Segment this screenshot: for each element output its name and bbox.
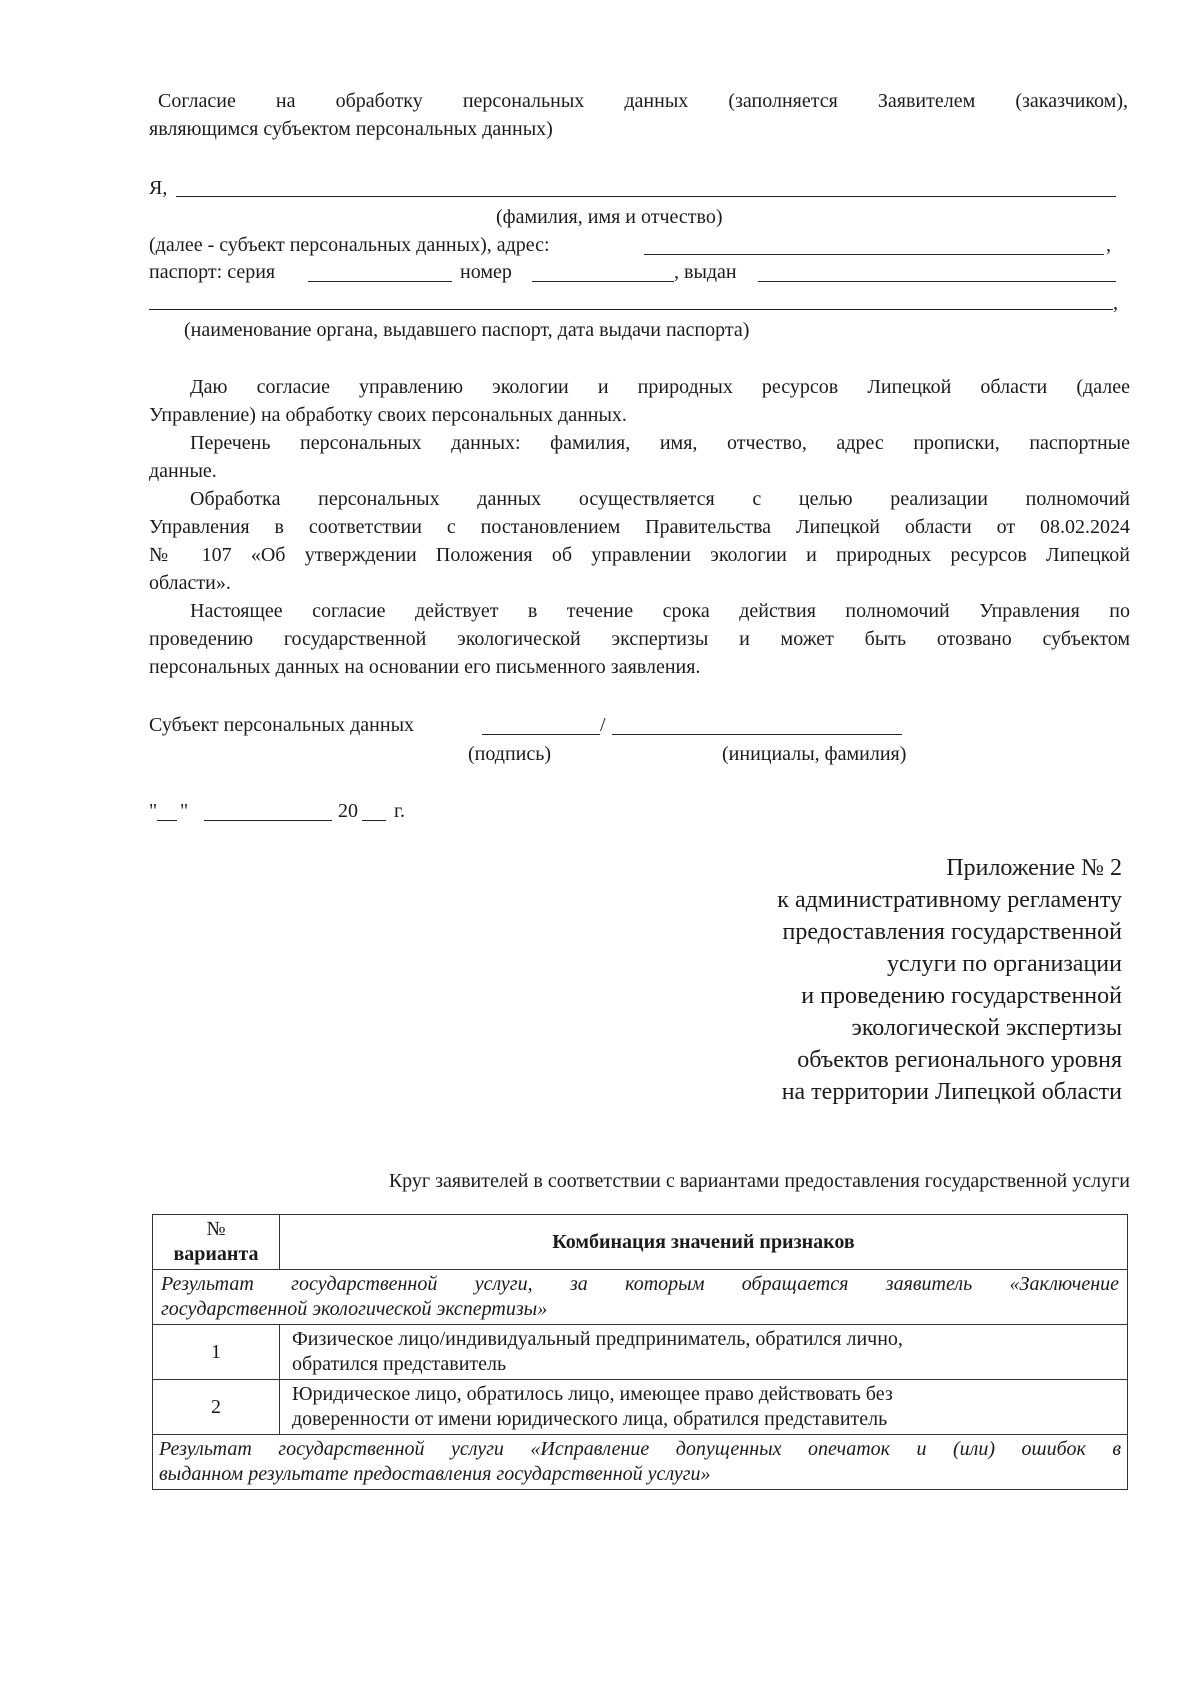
section1-line1: Результат государственной услуги, за которым обращается заявитель «Заключение xyxy=(161,1273,1119,1295)
consent-heading-line2: являющимся субъектом персональных данных) xyxy=(149,118,553,140)
row-text-line1: Физическое лицо/индивидуальный предприниматель, обратился лично, xyxy=(292,1328,903,1350)
table-section-row xyxy=(153,1435,1128,1490)
para3-line2: Управления в соответствии с постановлением Правительства Липецкой области от 08.02.2024 xyxy=(149,516,1130,538)
row-text-line1: Юридическое лицо, обратилось лицо, имеющее право действовать без xyxy=(292,1383,893,1405)
date-quote-open: " xyxy=(149,800,158,822)
para4-line2: проведению государственной экологической экспертизы и может быть отозвано субъектом xyxy=(149,628,1130,650)
appendix-line: на территории Липецкой области xyxy=(781,1079,1122,1105)
appendix-line: Приложение № 2 xyxy=(946,855,1122,881)
passport-issued-label: , выдан xyxy=(674,261,737,283)
table-section-row xyxy=(153,1270,1128,1325)
date-suffix: г. xyxy=(394,800,405,822)
para3-line4: области». xyxy=(149,572,231,594)
table-row xyxy=(153,1325,1128,1380)
section1-cell xyxy=(153,1270,1128,1325)
para3-line3: № 107 «Об утверждении Положения об управлении экологии и природных ресурсов Липецкой xyxy=(149,544,1130,566)
section2-line1: Результат государственной услуги «Исправление допущенных опечаток и (или) ошибок в xyxy=(159,1438,1121,1460)
applicants-table xyxy=(152,1214,1128,1490)
appendix-line: услуги по организации xyxy=(886,951,1122,977)
header-number-line1: № xyxy=(206,1218,226,1240)
initials-caption: (инициалы, фамилия) xyxy=(722,743,907,765)
para2-line2: данные. xyxy=(149,460,217,482)
address-comma: , xyxy=(1106,234,1111,256)
date-day-blank[interactable] xyxy=(157,820,177,821)
issuer-comma: , xyxy=(1113,292,1118,314)
appendix-line: экологической экспертизы xyxy=(851,1015,1122,1041)
passport-issued-blank[interactable] xyxy=(758,281,1116,282)
appendix-line: к административному регламенту xyxy=(777,887,1122,913)
para1-line1: Даю согласие управлению экологии и природных ресурсов Липецкой области (далее xyxy=(190,376,1130,398)
row-number-cell: 2 xyxy=(153,1380,280,1435)
passport-number-label: номер xyxy=(460,261,512,283)
date-month-blank[interactable] xyxy=(204,820,332,821)
header-number-cell xyxy=(153,1215,280,1270)
applicants-title: Круг заявителей в соответствии с вариантами предоставления государственной услуги xyxy=(388,1170,1130,1192)
appendix-line: и проведению государственной xyxy=(801,983,1122,1009)
para4-line1: Настоящее согласие действует в течение срока действия полномочий Управления по xyxy=(190,600,1130,622)
para2-line1: Перечень персональных данных: фамилия, имя, отчество, адрес прописки, паспортные xyxy=(190,432,1130,454)
issuer-caption: (наименование органа, выдавшего паспорт, дата выдачи паспорта) xyxy=(184,319,750,341)
signature-label: Субъект персональных данных xyxy=(149,714,415,736)
section2-line2: выданном результате предоставления государственной услуги» xyxy=(159,1463,711,1485)
row-text-line2: доверенности от имени юридического лица, обратился представитель xyxy=(292,1408,888,1430)
date-year-blank[interactable] xyxy=(362,820,386,821)
appendix-line: предоставления государственной xyxy=(782,919,1122,945)
signature-slash: / xyxy=(600,714,606,736)
date-quote-close: " xyxy=(180,800,189,822)
passport-series-blank[interactable] xyxy=(308,281,452,282)
table-header-row xyxy=(153,1215,1128,1270)
signature-blank[interactable] xyxy=(482,734,600,735)
para4-line3: персональных данных на основании его письменного заявления. xyxy=(149,656,701,678)
date-year: 20 xyxy=(338,800,358,822)
ya-label: Я, xyxy=(149,177,168,199)
row-text-cell xyxy=(280,1325,1128,1380)
fio-caption: (фамилия, имя и отчество) xyxy=(496,206,723,228)
para1-line2: Управление) на обработку своих персональных данных. xyxy=(149,404,627,426)
passport-series-label: паспорт: серия xyxy=(149,261,276,283)
header-number-line2: варианта xyxy=(173,1243,259,1265)
passport-number-blank[interactable] xyxy=(532,281,674,282)
table-row xyxy=(153,1380,1128,1435)
address-label: (далее - субъект персональных данных), адрес: xyxy=(149,234,550,256)
section1-line2: государственной экологической экспертизы» xyxy=(161,1298,548,1320)
row-text-line2: обратился представитель xyxy=(292,1353,507,1375)
header-combination-cell: Комбинация значений признаков xyxy=(280,1215,1128,1270)
row-number-cell: 1 xyxy=(153,1325,280,1380)
row-text-cell xyxy=(280,1380,1128,1435)
section2-cell xyxy=(153,1435,1128,1490)
address-blank-line[interactable] xyxy=(644,254,1104,255)
signature-caption: (подпись) xyxy=(468,743,552,765)
issuer-blank-line[interactable] xyxy=(149,309,1113,310)
fio-blank-line[interactable] xyxy=(176,196,1116,197)
appendix-line: объектов регионального уровня xyxy=(797,1047,1122,1073)
appendix-block xyxy=(777,852,1122,1108)
para3-line1: Обработка персональных данных осуществляется с целью реализации полномочий xyxy=(190,488,1130,510)
consent-heading-line1: Согласие на обработку персональных данных (заполняется Заявителем (заказчиком), xyxy=(158,90,1128,112)
initials-blank[interactable] xyxy=(612,734,902,735)
